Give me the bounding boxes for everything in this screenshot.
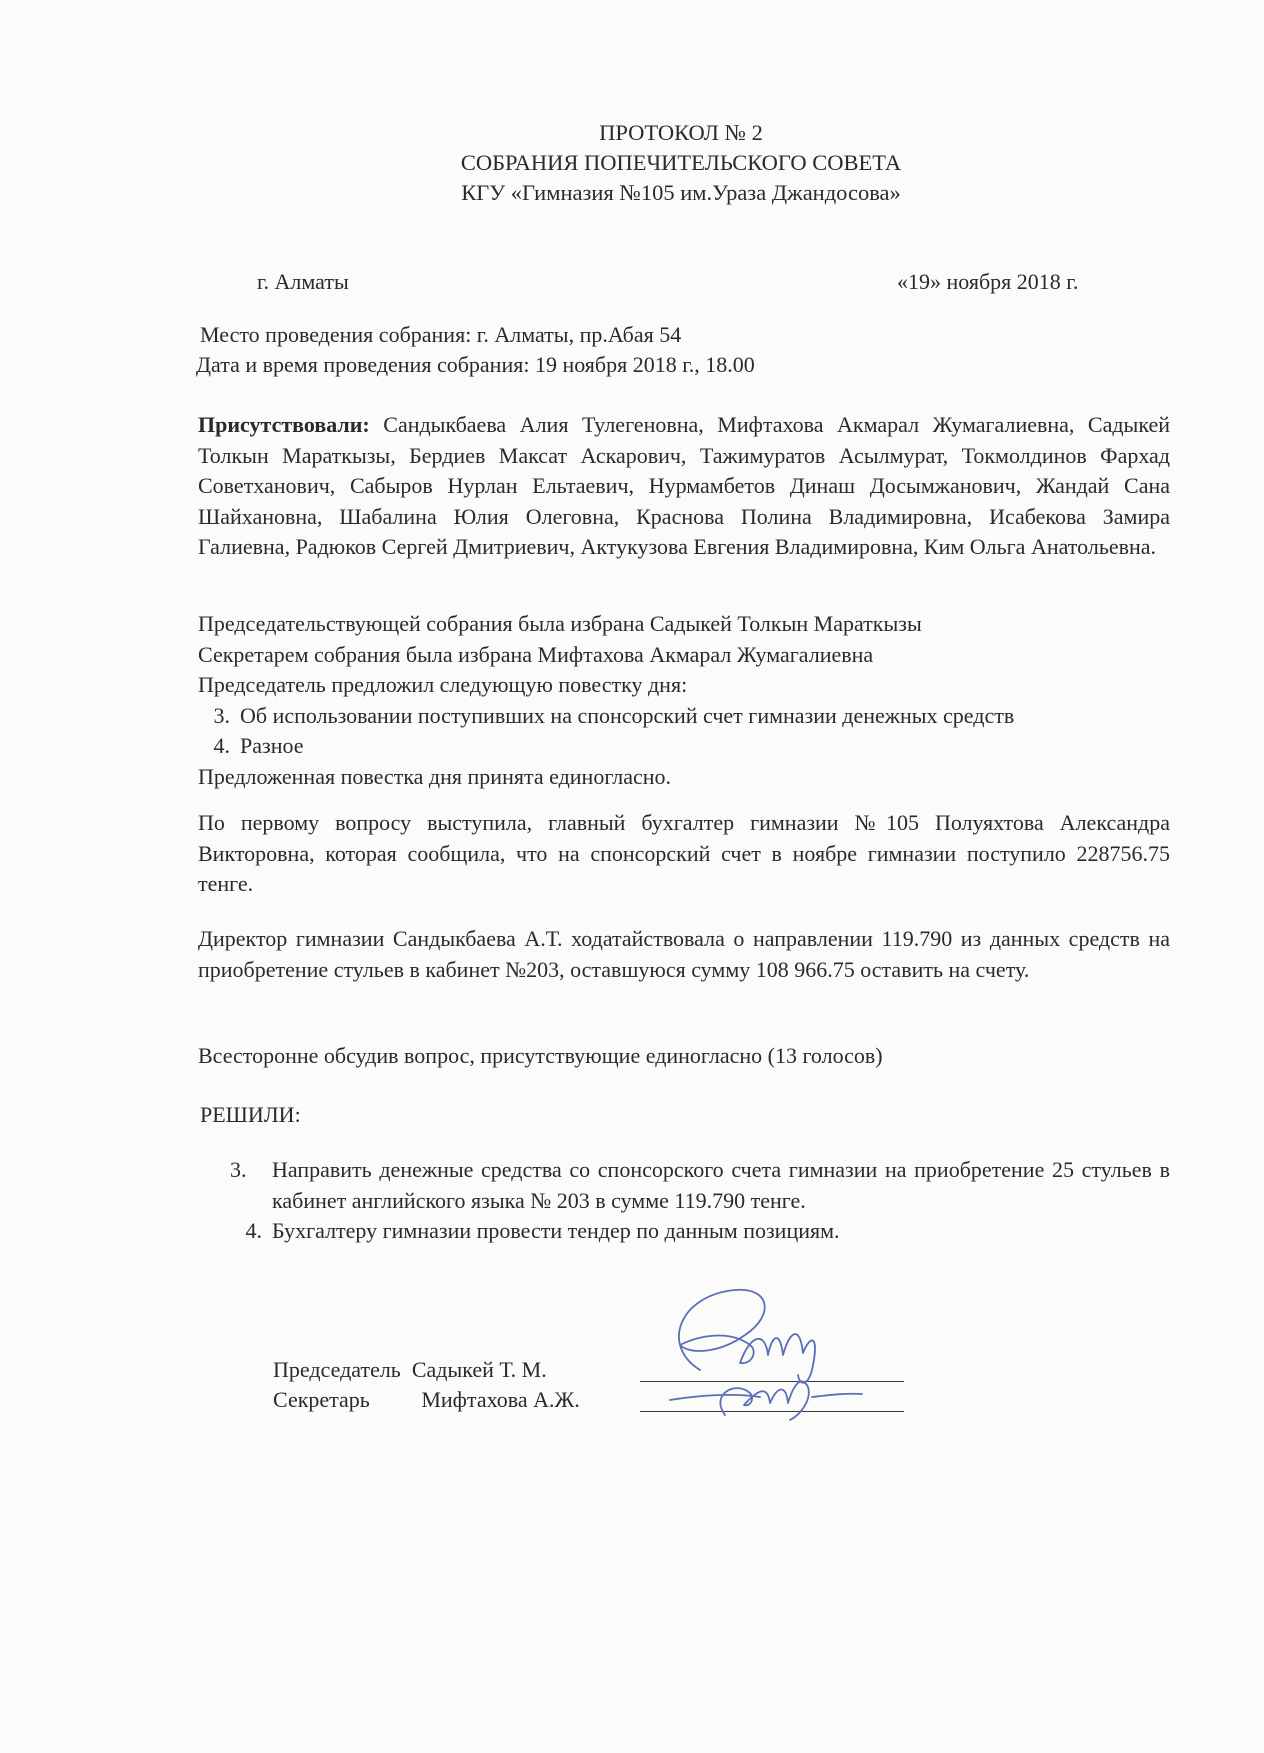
agenda-item: 4. Разное: [213, 733, 304, 758]
document-date: «19» ноября 2018 г.: [897, 269, 1079, 294]
council-title: СОБРАНИЯ ПОПЕЧИТЕЛЬСКОГО СОВЕТА: [460, 150, 902, 175]
chair-signature-row: [273, 1355, 547, 1385]
chair-signature-stroke: [679, 1290, 815, 1383]
meeting-place: Место проведения собрания: г. Алматы, пр.Абая 54: [200, 322, 682, 347]
agenda-intro: Председатель предложил следующую повестку дня:: [198, 672, 688, 697]
agenda-item: 3. Об использовании поступивших на спонсорский счет гимназии денежных средств: [213, 702, 1015, 728]
secretary-signature-row: [273, 1385, 580, 1415]
document-header: [0, 118, 1264, 208]
secretary-signature-stroke: [670, 1381, 862, 1420]
secretary-role: Секретарь: [273, 1387, 370, 1412]
chair-name: Садыкей Т. М.: [411, 1357, 547, 1382]
handwritten-signatures: [640, 1275, 880, 1425]
secretary-name: Мифтахова А.Ж.: [421, 1387, 580, 1412]
chair-elected: Председательствующей собрания была избрана Садыкей Толкын Мараткызы: [198, 611, 922, 636]
agenda-accepted: Предложенная повестка дня принята единогласно.: [198, 763, 672, 789]
secretary-elected: Секретарем собрания была избрана Мифтахова Акмарал Жумагалиевна: [198, 641, 874, 667]
attendees-label: Присутствовали:: [198, 412, 370, 437]
meeting-datetime: Дата и время проведения собрания: 19 ноября 2018 г., 18.00: [196, 352, 755, 377]
agenda-list: [198, 701, 1170, 762]
city: г. Алматы: [257, 269, 349, 294]
decisions-list: [230, 1155, 1170, 1247]
election-section: [198, 609, 1170, 792]
chair-role: Председатель: [273, 1357, 401, 1382]
discussion-paragraph: Всесторонне обсудив вопрос, присутствующие единогласно (13 голосов): [198, 1043, 883, 1068]
director-paragraph: Директор гимназии Сандыкбаева А.Т. ходатайствовала о направлении 119.790 из данных средств на приобретение стульев в кабинет №203, оставшуюся сумму 108 966.75 оставить на счету.: [198, 926, 1170, 982]
decision-item: 3. Направить денежные средства со спонсорского счета гимназии на приобретение 25 стульев в кабинет английского языка № 203 в сумме 119.790 тенге.: [230, 1157, 1170, 1213]
protocol-title: ПРОТОКОЛ № 2: [599, 120, 763, 145]
attendees-paragraph: [198, 410, 1170, 563]
decision-item: 4. Бухгалтеру гимназии провести тендер по данным позициям.: [245, 1218, 840, 1243]
first-question-paragraph: По первому вопросу выступила, главный бухгалтер гимназии №105 Полуяхтова Александра Викторовна, которая сообщила, что на спонсорский счет в ноябре гимназии поступило 228756.75 тенге.: [198, 810, 1170, 896]
organization-title: КГУ «Гимназия №105 им.Ураза Джандосова»: [461, 180, 901, 205]
attendees-list: Сандыкбаева Алия Тулегеновна, Мифтахова Акмарал Жумагалиевна, Садыкей Толкын Мараткызы, Бердиев Максат Аскарович, Тажимуратов Асылмурат, Токмолдинов Фархад Советханович, Сабыров Нурлан Ельтаевич, Нурмамбетов Динаш Досымжанович, Жандай Сана Шайхановна, Шабалина Юлия Олеговна, Краснова Полина Владимировна, Исабекова Замира Галиевна, Радюков Сергей Дмитриевич, Актукузова Евгения Владимировна, Ким Ольга Анатольевна.: [198, 412, 1171, 559]
decided-label: РЕШИЛИ:: [200, 1102, 301, 1127]
